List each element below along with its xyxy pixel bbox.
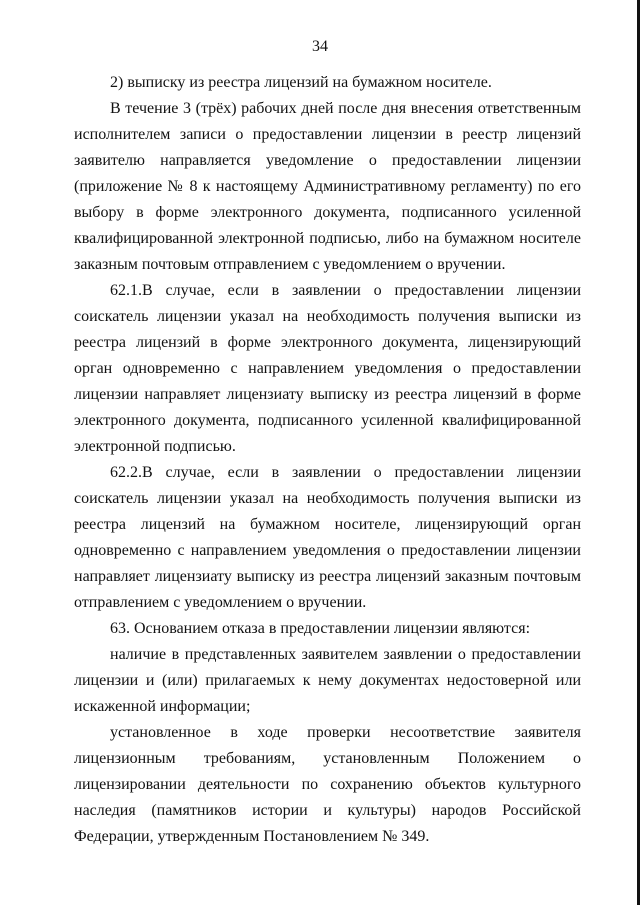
page-number: 34 [312, 38, 328, 55]
paragraph-63: 63. Основанием отказа в предоставлении лицензии являются: [110, 620, 531, 637]
paragraph-62-1: 62.1.В случае, если в заявлении о предоставлении лицензии соискатель лицензии указал на необходимость получения выписки из реестра лицензий в форме электронного документа, лицензирующий орган одновременно с направлением уведомления о предоставлении лицензии направляет лицензиату выписку из реестра лицензий в форме электронного документа, подписанного усиленной квалифицированной электронной подписью. [74, 282, 581, 455]
paragraph-62-2: 62.2.В случае, если в заявлении о предоставлении лицензии соискатель лицензии указал на необходимость получения выписки из реестра лицензий на бумажном носителе, лицензирующий орган одновременно с направлением уведомления о предоставлении лицензии направляет лицензиату выписку из реестра лицензий заказным почтовым отправлением с уведомлением о вручении. [74, 464, 581, 611]
paragraph-extract-item: 2) выписку из реестра лицензий на бумажном носителе. [110, 74, 492, 91]
paragraph-refusal-reason-2: установленное в ходе проверки несоответствие заявителя лицензионным требованиям, установленным Положением о лицензировании деятельности по сохранению объектов культурного наследия (памятников истории и культуры) народов Российской Федерации, утвержденным Постановлением № 349. [74, 724, 581, 845]
document-body [74, 70, 581, 850]
paragraph-refusal-reason-1: наличие в представленных заявителем заявлении о предоставлении лицензии и (или) прилагаемых к нему документах недостоверной или искаженной информации; [74, 646, 581, 715]
paragraph-notification: В течение 3 (трёх) рабочих дней после дня внесения ответственным исполнителем записи о предоставлении лицензии в реестр лицензий заявителю направляется уведомление о предоставлении лицензии (приложение № 8 к настоящему Административному регламенту) по его выбору в форме электронного документа, подписанного усиленной квалифицированной электронной подписью, либо на бумажном носителе заказным почтовым отправлением с уведомлением о вручении. [74, 100, 581, 273]
